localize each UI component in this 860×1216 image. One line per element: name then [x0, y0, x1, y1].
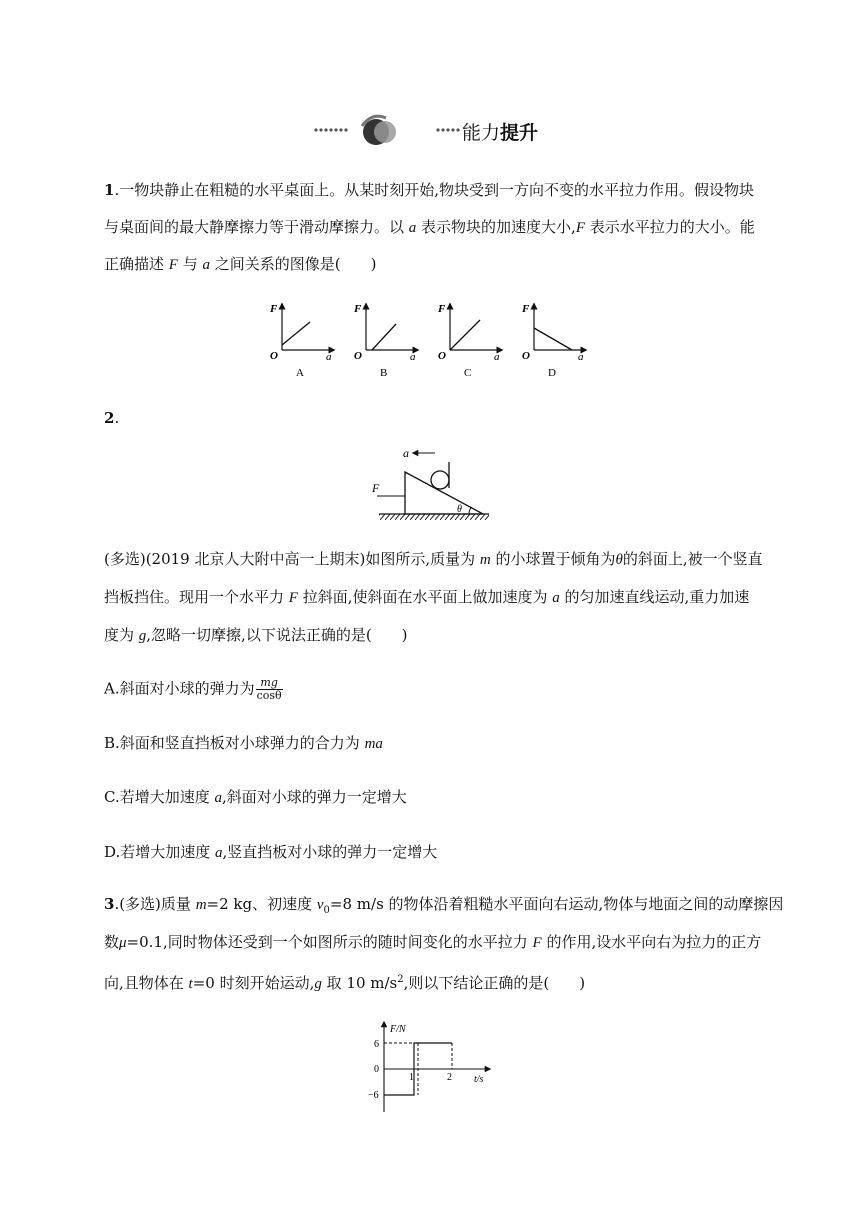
- q1-text3c: 之间关系的图像是( ): [210, 255, 377, 273]
- q2-option-c-text: C.若增大加速度: [104, 788, 215, 806]
- q3-graph-xtick-1: 1: [409, 1072, 414, 1083]
- q1-graph-D-xaxis: a: [578, 351, 584, 363]
- q3-var-t: t: [188, 976, 193, 992]
- q3-graph-xlabel: t/s: [474, 1074, 484, 1085]
- q3-graph-ytick-6: 6: [374, 1039, 379, 1050]
- q2-option-a: [104, 677, 283, 702]
- section-header: [310, 112, 570, 148]
- q2-text2a: 挡板挡住。现用一个水平力: [104, 588, 289, 606]
- q2-text3b: ,忽略一切摩擦,以下说法正确的是( ): [146, 626, 408, 644]
- q1-number: 1: [104, 181, 115, 199]
- q1-var-F: F: [575, 220, 585, 236]
- q2-option-c-var: a: [214, 790, 222, 806]
- q3-line2: [104, 932, 761, 953]
- q3-text3c: 取 10 m/s: [321, 974, 398, 992]
- q2-line3: [104, 625, 408, 646]
- q1-graph-D-yaxis: F: [522, 303, 530, 315]
- q2-number-line: [104, 408, 119, 428]
- q2-figure: [365, 442, 495, 522]
- q1-graph-A-xaxis: a: [326, 351, 332, 363]
- q3-graph: [360, 1018, 500, 1118]
- q1-graph-C-yaxis: F: [438, 303, 446, 315]
- q1-line1: [104, 180, 754, 200]
- q1-graph-D-origin: O: [522, 350, 530, 362]
- q1-text2c: 表示水平拉力的大小。能: [585, 218, 755, 236]
- q2-text1a: (多选)(2019 北京人大附中高一上期末)如图所示,质量为: [104, 550, 480, 568]
- q2-option-a-fraction: [256, 677, 283, 702]
- q1-var-a-2: a: [202, 257, 210, 273]
- q3-line1: [104, 894, 783, 921]
- section-title-part2: 提升: [500, 122, 539, 144]
- q2-dot: .: [114, 409, 120, 427]
- q2-var-g: g: [138, 628, 147, 644]
- q1-graph-A-origin: O: [270, 350, 278, 362]
- q3-var-m: m: [195, 897, 207, 913]
- q1-graph-C-origin: O: [438, 350, 446, 362]
- q3-number: 3: [104, 895, 115, 913]
- q2-option-b: [104, 733, 383, 754]
- q2-option-d-text: D.若增大加速度: [104, 843, 216, 861]
- q2-option-a-denominator: cosθ: [256, 689, 282, 702]
- q1-graph-C-label: C: [464, 367, 472, 379]
- section-title: [462, 118, 538, 145]
- q1-text2b: 表示物块的加速度大小,: [416, 218, 576, 236]
- q1-graph-D: [521, 303, 584, 379]
- q2-angle-label: θ: [457, 504, 462, 515]
- q1-line3: [104, 254, 376, 275]
- q2-option-a-numerator: mg: [256, 677, 283, 690]
- q1-line2: [104, 217, 755, 238]
- q1-graph-B-origin: O: [354, 350, 362, 362]
- q2-option-d-text2: ,竖直挡板对小球的弹力一定增大: [222, 843, 438, 861]
- q2-text1c: 的斜面上,被一个竖直: [622, 550, 763, 568]
- q2-text2b: 拉斜面,使斜面在水平面上做加速度为: [297, 588, 553, 606]
- q2-line2: [104, 587, 749, 608]
- q2-var-m: m: [479, 552, 491, 568]
- q2-option-c-text2: ,斜面对小球的弹力一定增大: [221, 788, 407, 806]
- q3-var-g: g: [314, 976, 322, 992]
- q3-sub0: 0: [323, 905, 330, 916]
- q1-text1: .一物块静止在粗糙的水平桌面上。从某时刻开始,物块受到一方向不变的水平拉力作用。假设物块: [114, 181, 754, 199]
- q3-var-mu: μ: [119, 935, 127, 951]
- q2-text3a: 度为: [104, 626, 139, 644]
- q1-graph-A-yaxis: F: [270, 303, 278, 315]
- q1-graph-B-yaxis: F: [354, 303, 362, 315]
- q3-text3d: ,则以下结论正确的是( ): [403, 974, 586, 992]
- q3-var-v: v: [316, 897, 324, 913]
- q2-option-d: [104, 842, 437, 863]
- q2-option-c: [104, 787, 407, 808]
- q3-var-F: F: [532, 935, 542, 951]
- q2-accel-label: a: [403, 446, 409, 460]
- q2-force-label: F: [372, 481, 380, 495]
- q1-var-a: a: [408, 220, 417, 236]
- q1-graph-B-label: B: [380, 367, 388, 379]
- section-title-part1: 能力: [462, 122, 501, 144]
- q2-var-a: a: [552, 590, 560, 606]
- q2-text1b: 的小球置于倾角为: [490, 550, 616, 568]
- q3-text3a: 向,且物体在: [104, 974, 189, 992]
- q3-text3b: =0 时刻开始运动,: [192, 974, 315, 992]
- q3-sup2: 2: [397, 974, 404, 985]
- q1-text2: 与桌面间的最大静摩擦力等于滑动摩擦力。以: [104, 218, 409, 236]
- q2-option-b-var: ma: [364, 736, 383, 752]
- q2-line1: [104, 549, 763, 570]
- q2-text2c: 的匀加速直线运动,重力加速: [559, 588, 750, 606]
- q2-option-a-text: A.斜面对小球的弹力为: [104, 679, 255, 698]
- q1-graphs: [262, 300, 602, 380]
- q1-text3b: 与: [177, 255, 203, 273]
- q1-text3a: 正确描述: [104, 255, 169, 273]
- q3-text2a: 数: [104, 933, 120, 951]
- q1-graph-B: [353, 303, 416, 379]
- q1-graph-A-label: A: [296, 367, 304, 379]
- q1-graph-D-label: D: [548, 367, 556, 379]
- q3-text1a: .(多选)质量: [114, 895, 196, 913]
- q3-text1c: =8 m/s 的物体沿着粗糙水平面向右运动,物体与地面之间的动摩擦因: [329, 895, 784, 913]
- q1-var-F-2: F: [168, 257, 178, 273]
- q3-graph-ytick-0: 0: [374, 1064, 379, 1075]
- q2-var-F: F: [288, 590, 298, 606]
- q1-graph-C-xaxis: a: [494, 351, 500, 363]
- q3-text2c: 的作用,设水平向右为拉力的正方: [541, 933, 762, 951]
- q3-graph-xtick-2: 2: [447, 1072, 452, 1083]
- q1-graph-C: [437, 303, 500, 379]
- q1-graph-A: [269, 303, 332, 379]
- q2-number: 2: [104, 409, 115, 427]
- q3-text1b: =2 kg、初速度: [206, 895, 317, 913]
- q3-graph-ylabel: F/N: [390, 1024, 406, 1035]
- q3-graph-ytick-neg6: −6: [368, 1090, 379, 1101]
- q1-graph-B-xaxis: a: [410, 351, 416, 363]
- q2-var-theta: θ: [615, 552, 623, 568]
- q3-line3: [104, 970, 585, 994]
- q3-text2b: =0.1,同时物体还受到一个如图所示的随时间变化的水平拉力: [126, 933, 533, 951]
- q2-option-d-var: a: [215, 845, 223, 861]
- q2-option-b-text: B.斜面和竖直挡板对小球弹力的合力为: [104, 734, 365, 752]
- q2-ball: [431, 471, 449, 489]
